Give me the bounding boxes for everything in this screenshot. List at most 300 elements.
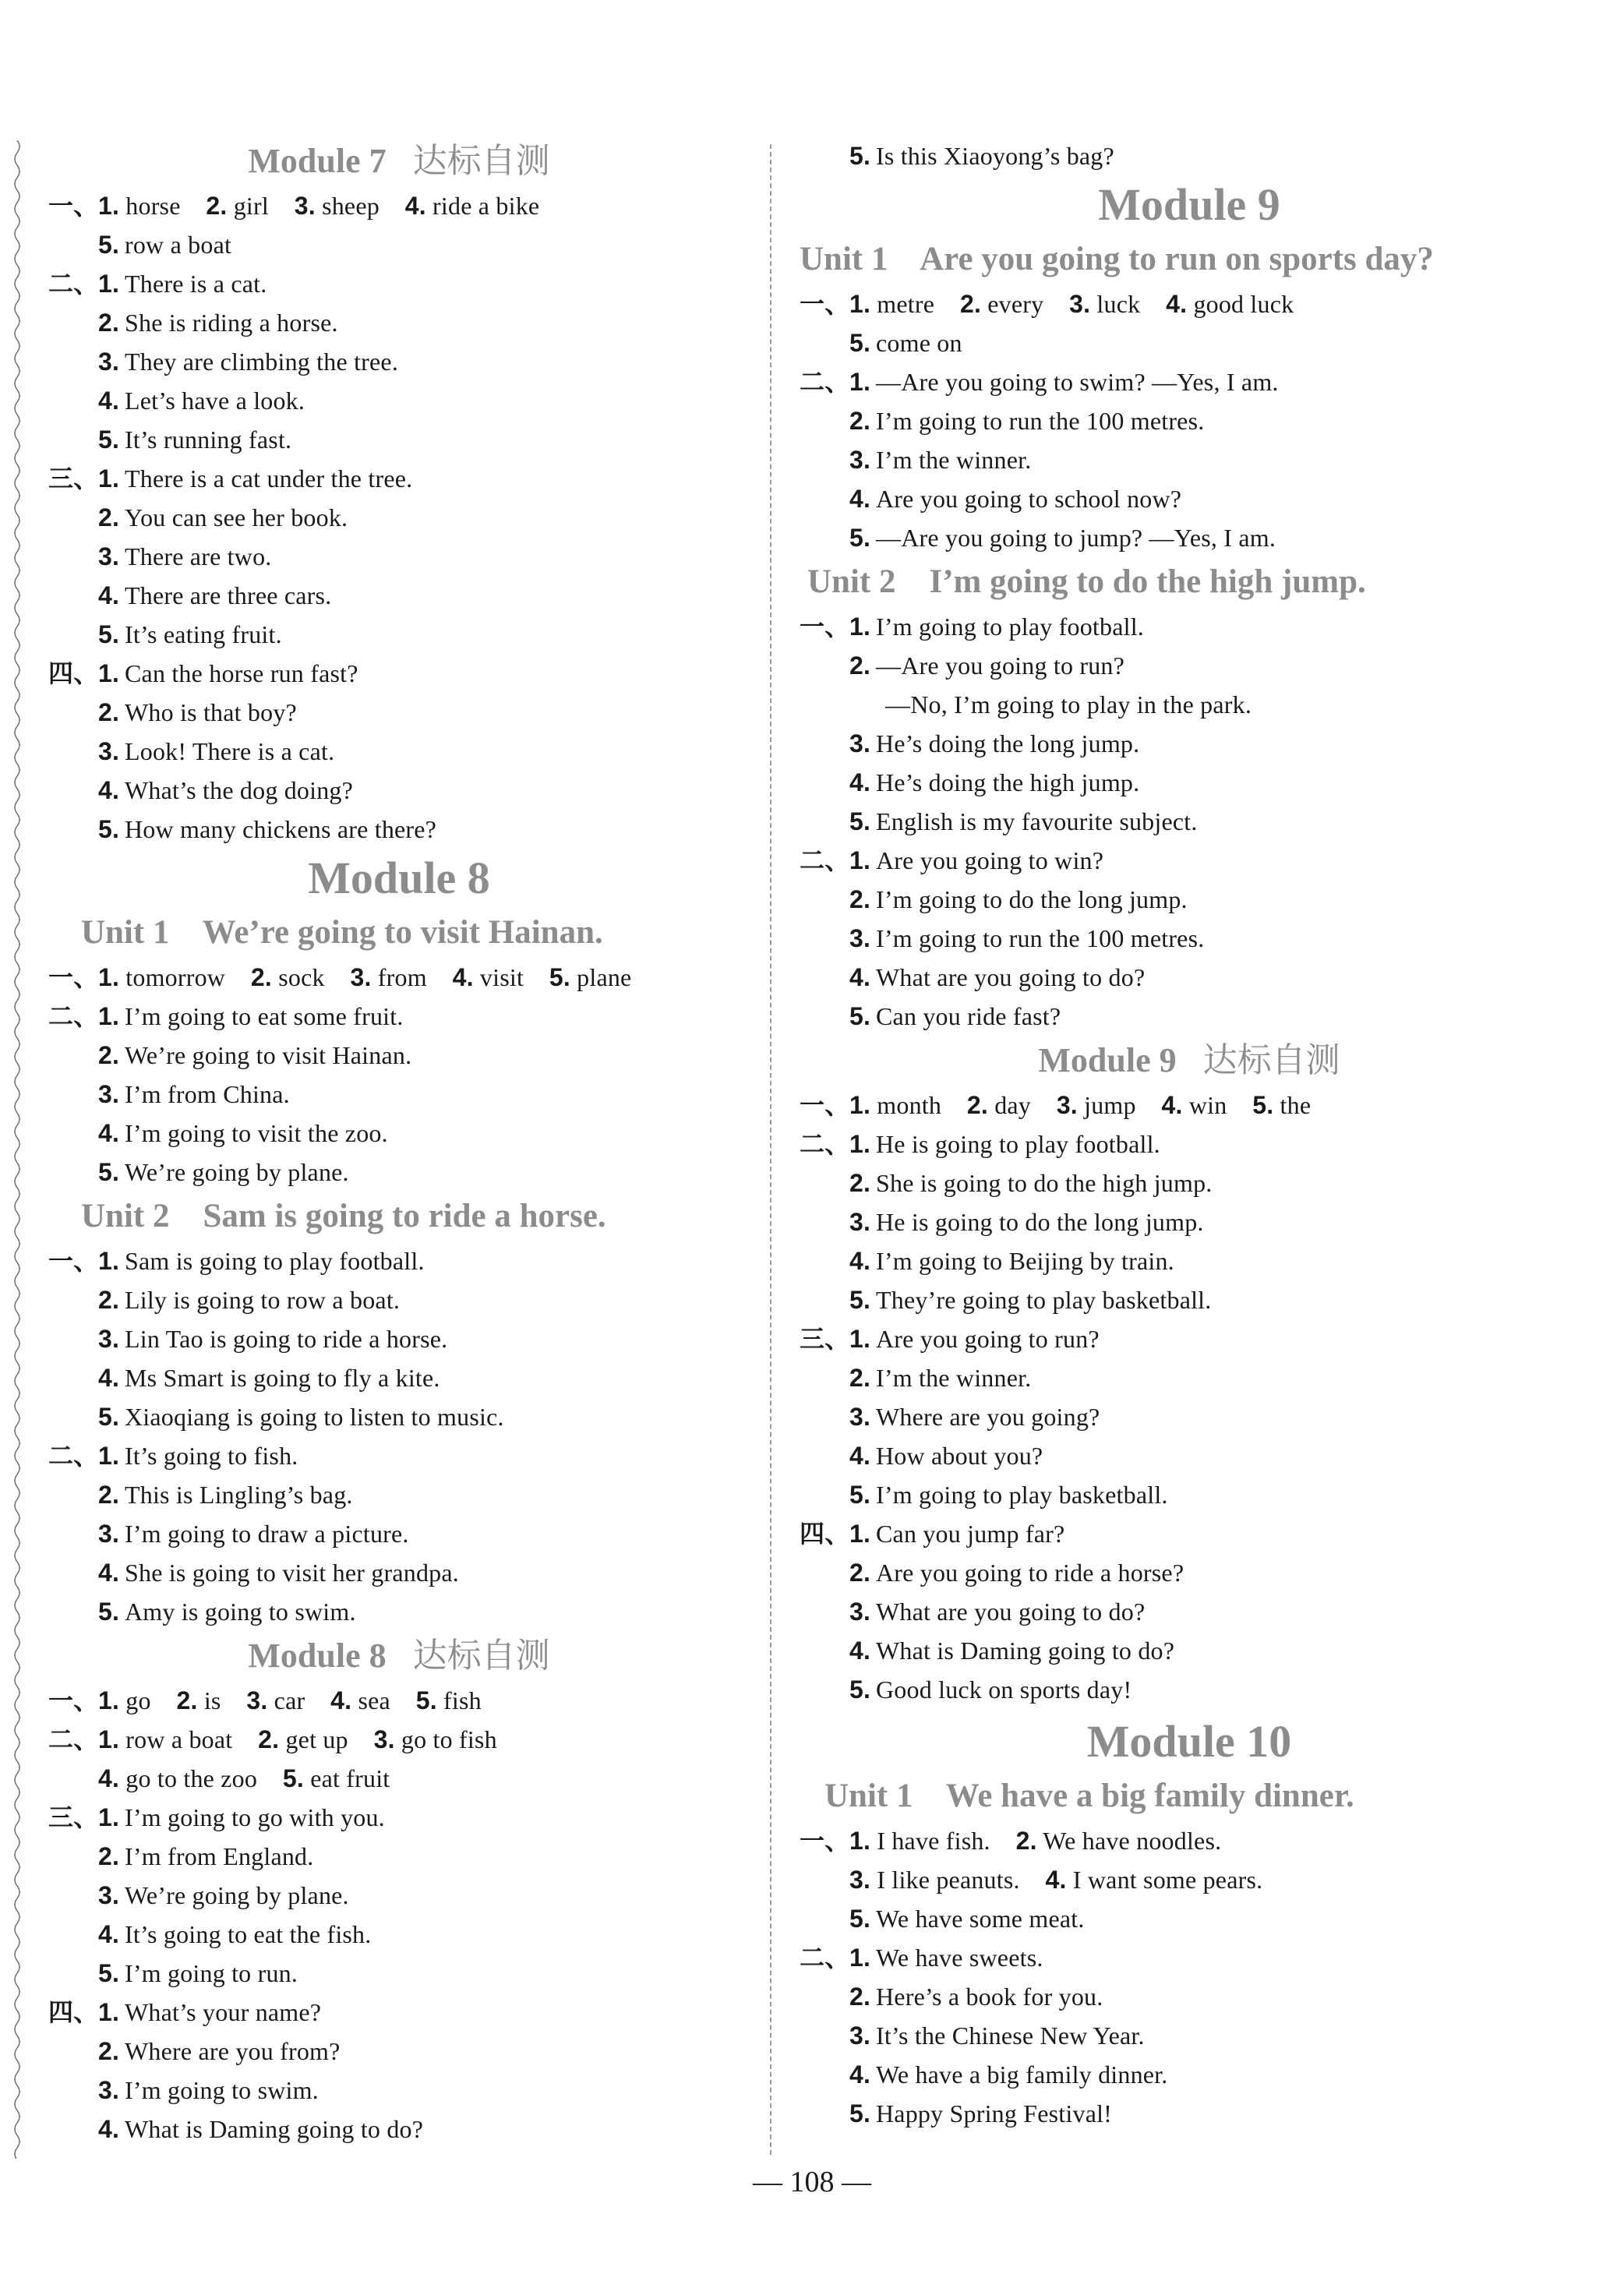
item-number: 3. xyxy=(849,924,871,952)
answer-row xyxy=(800,1592,1579,1631)
item-number: 3. xyxy=(350,963,372,991)
answer-text: Sam is going to play football. xyxy=(125,1247,425,1275)
item-number: 5. xyxy=(415,1686,437,1714)
item-number: 3. xyxy=(98,737,120,765)
answer-row xyxy=(800,2094,1579,2133)
inline-answers xyxy=(98,1681,482,1720)
answer-text: the xyxy=(1280,1091,1312,1119)
item-number: 3. xyxy=(849,1866,871,1894)
answer-text: I’m going to play football. xyxy=(876,613,1145,641)
answer-text: ride a bike xyxy=(432,192,540,220)
answer-text: This is Lingling’s bag. xyxy=(125,1481,353,1509)
item-number: 5. xyxy=(849,1905,871,1933)
section-number: 四、 xyxy=(800,1519,850,1548)
answer-row xyxy=(800,1977,1579,2016)
answer-text: visit xyxy=(479,963,524,991)
item-number: 2. xyxy=(98,1481,120,1509)
answer-row xyxy=(800,724,1579,763)
item-number: 4. xyxy=(98,1920,120,1948)
answer-text: How many chickens are there? xyxy=(125,815,437,843)
answer-text: Lin Tao is going to ride a horse. xyxy=(125,1325,448,1353)
inline-answers xyxy=(849,1086,1311,1125)
item-number: 3. xyxy=(373,1725,395,1753)
answer-row xyxy=(800,1860,1579,1899)
answer-row xyxy=(800,1125,1579,1163)
item-number: 4. xyxy=(1045,1866,1067,1894)
answer-text: Amy is going to swim. xyxy=(125,1598,356,1626)
answer-text: Where are you going? xyxy=(876,1403,1100,1431)
answer-row xyxy=(48,1837,750,1876)
answer-text: I want some pears. xyxy=(1072,1866,1263,1894)
answer-text: There are two. xyxy=(125,542,272,570)
answer-text: row a boat xyxy=(125,231,232,259)
item-number: 1. xyxy=(98,1725,120,1753)
wavy-margin-line xyxy=(11,140,23,2159)
answer-row xyxy=(48,225,750,264)
section-number: 一、 xyxy=(48,962,99,992)
answer-text: What’s the dog doing? xyxy=(125,776,354,804)
section-number: 四、 xyxy=(48,659,99,688)
item-number: 1. xyxy=(98,1002,120,1030)
answer-text: Ms Smart is going to fly a kite. xyxy=(125,1364,440,1392)
item-number: 3. xyxy=(849,2022,871,2050)
answer-row xyxy=(800,1202,1579,1241)
answer-text: I’m from England. xyxy=(125,1842,314,1870)
answer-text: We’re going to visit Hainan. xyxy=(125,1041,412,1069)
answer-row xyxy=(48,997,750,1036)
answer-text: I’m going to do the long jump. xyxy=(876,885,1188,913)
answer-text: Are you going to ride a horse? xyxy=(876,1559,1184,1587)
item-number: 1. xyxy=(849,1091,871,1119)
answer-text: luck xyxy=(1096,290,1141,318)
answer-row xyxy=(800,1397,1579,1436)
answer-text: They are climbing the tree. xyxy=(125,348,399,376)
item-number: 3. xyxy=(98,348,120,376)
item-number: 1. xyxy=(98,1442,120,1470)
answer-row xyxy=(800,802,1579,841)
answer-text: We have a big family dinner. xyxy=(876,2060,1168,2089)
answer-row xyxy=(48,1993,750,2032)
item-number: 2. xyxy=(258,1725,280,1753)
answer-row xyxy=(800,1670,1579,1709)
item-number: 2. xyxy=(98,1842,120,1870)
item-number: 2. xyxy=(959,290,982,318)
answer-row xyxy=(48,1319,750,1358)
item-number: 1. xyxy=(849,1520,871,1548)
answer-row xyxy=(48,693,750,732)
item-number: 1. xyxy=(849,846,871,874)
item-number: 4. xyxy=(98,387,120,415)
item-number: 3. xyxy=(849,1403,871,1431)
answer-row xyxy=(48,1358,750,1397)
answer-text: I’m going to run. xyxy=(125,1959,298,1987)
item-number: 5. xyxy=(549,963,570,991)
answer-row xyxy=(48,1915,750,1954)
answer-row xyxy=(800,1163,1579,1202)
answer-text: He is going to do the long jump. xyxy=(876,1208,1204,1236)
item-number: 2. xyxy=(98,503,120,531)
item-number: 1. xyxy=(98,1803,120,1831)
item-number: 1. xyxy=(849,1827,871,1855)
answer-text: —Are you going to jump? —Yes, I am. xyxy=(876,524,1276,552)
answer-text: fish xyxy=(443,1686,482,1714)
item-number: 2. xyxy=(966,1091,988,1119)
answer-row xyxy=(48,264,750,303)
answer-row xyxy=(48,303,750,342)
item-number: 4. xyxy=(98,1559,120,1587)
module-7-check-heading: Module 7 达标自测 xyxy=(248,141,550,181)
item-number: 4. xyxy=(98,2115,120,2143)
answer-row xyxy=(800,2016,1579,2055)
answer-text: go to fish xyxy=(401,1725,497,1753)
module-10-unit-1-heading: Unit 1 We have a big family dinner. xyxy=(824,1778,1354,1814)
answer-text: Here’s a book for you. xyxy=(876,1983,1103,2011)
answer-text: Lily is going to row a boat. xyxy=(125,1286,401,1314)
answer-row xyxy=(800,1086,1579,1125)
item-number: 1. xyxy=(849,290,871,318)
answer-text: What is Daming going to do? xyxy=(125,2115,424,2143)
module-7-check-answers xyxy=(48,186,750,849)
answer-text: Are you going to win? xyxy=(876,846,1104,874)
item-number: 5. xyxy=(98,1403,120,1431)
item-number: 2. xyxy=(849,407,871,435)
module-9-unit-1-answers xyxy=(800,284,1579,557)
item-number: 5. xyxy=(98,815,120,843)
answer-text: Where are you from? xyxy=(125,2037,341,2065)
answer-text: We have sweets. xyxy=(876,1944,1043,1972)
answer-row xyxy=(48,1798,750,1837)
answer-row xyxy=(48,1075,750,1114)
module-9-unit-2-heading: Unit 2 I’m going to do the high jump. xyxy=(807,563,1366,600)
item-number: 5. xyxy=(849,1286,871,1314)
module-8-check-answers xyxy=(48,1681,750,2149)
item-number: 4. xyxy=(849,963,871,991)
answer-row xyxy=(48,1036,750,1075)
module-8-unit-2-heading: Unit 2 Sam is going to ride a horse. xyxy=(81,1198,606,1234)
answer-text: Good luck on sports day! xyxy=(876,1675,1132,1704)
answer-text: Happy Spring Festival! xyxy=(876,2099,1113,2127)
answer-row xyxy=(800,919,1579,958)
answer-row xyxy=(48,1436,750,1475)
answer-row xyxy=(800,2055,1579,2094)
answer-row xyxy=(800,958,1579,997)
item-number: 2. xyxy=(849,885,871,913)
item-number: 3. xyxy=(849,729,871,757)
section-number: 二、 xyxy=(800,367,850,397)
item-number: 4. xyxy=(1166,290,1188,318)
answer-row xyxy=(48,1514,750,1553)
module-8-check-heading: Module 8 达标自测 xyxy=(248,1636,550,1675)
item-number: 3. xyxy=(849,1208,871,1236)
section-number: 三、 xyxy=(48,464,99,493)
answer-text: Xiaoqiang is going to listen to music. xyxy=(125,1403,504,1431)
answer-row xyxy=(48,732,750,771)
answer-row xyxy=(48,1153,750,1192)
answer-text: from xyxy=(377,963,427,991)
item-number: 5. xyxy=(1252,1091,1274,1119)
answer-text: —Are you going to swim? —Yes, I am. xyxy=(876,368,1279,396)
item-number: 2. xyxy=(206,192,228,220)
inline-answers xyxy=(98,1720,497,1759)
item-number: 4. xyxy=(404,192,426,220)
answer-row xyxy=(800,401,1579,440)
answer-row xyxy=(800,479,1579,518)
answer-row xyxy=(800,362,1579,401)
section-number: 一、 xyxy=(800,1090,850,1120)
section-number: 一、 xyxy=(800,289,850,319)
item-number: 4. xyxy=(849,2060,871,2089)
answer-text: What’s your name? xyxy=(125,1998,322,2026)
answer-row xyxy=(48,537,750,576)
section-number: 一、 xyxy=(48,1246,99,1276)
answer-text: Can you jump far? xyxy=(876,1520,1065,1548)
item-number: 1. xyxy=(849,1130,871,1158)
answer-text: girl xyxy=(233,192,269,220)
inline-answers xyxy=(98,958,631,997)
item-number: 2. xyxy=(1015,1827,1037,1855)
item-number: 5. xyxy=(98,231,120,259)
answer-text: Who is that boy? xyxy=(125,698,297,726)
item-number: 5. xyxy=(98,1158,120,1186)
answer-row xyxy=(800,323,1579,362)
answer-text: plane xyxy=(577,963,632,991)
item-number: 2. xyxy=(98,1041,120,1069)
item-number: 3. xyxy=(98,542,120,570)
answer-row xyxy=(48,1759,750,1798)
answer-text: —Are you going to run? xyxy=(876,651,1125,680)
answer-text: I’m the winner. xyxy=(876,446,1032,474)
answer-text: What are you going to do? xyxy=(876,963,1146,991)
answer-text: I’m the winner. xyxy=(876,1364,1032,1392)
item-number: 2. xyxy=(849,1169,871,1197)
item-number: 2. xyxy=(849,1364,871,1392)
item-number: 4. xyxy=(98,581,120,609)
item-number: 4. xyxy=(98,776,120,804)
answer-text: metre xyxy=(877,290,935,318)
answer-text: They’re going to play basketball. xyxy=(876,1286,1212,1314)
answer-row xyxy=(48,1241,750,1280)
answer-row xyxy=(800,1821,1579,1860)
answer-text: She is going to visit her grandpa. xyxy=(125,1559,459,1587)
answer-row xyxy=(800,284,1579,323)
answer-text: sea xyxy=(358,1686,390,1714)
answer-row xyxy=(48,654,750,693)
answer-row xyxy=(48,420,750,459)
item-number: 5. xyxy=(98,1959,120,1987)
item-number: 3. xyxy=(98,1325,120,1353)
answer-text: sheep xyxy=(322,192,380,220)
module-10-heading: Module 10 xyxy=(1086,1716,1292,1767)
answer-text: What is Daming going to do? xyxy=(876,1637,1175,1665)
section-number: 二、 xyxy=(800,846,850,875)
item-number: 4. xyxy=(1161,1091,1183,1119)
inline-answers xyxy=(98,186,539,225)
item-number: 5. xyxy=(98,1598,120,1626)
item-number: 3. xyxy=(98,2076,120,2104)
answer-text: go to the zoo xyxy=(125,1764,258,1792)
answer-text: I’m going to draw a picture. xyxy=(125,1520,409,1548)
answer-row xyxy=(800,1899,1579,1938)
item-number: 1. xyxy=(98,464,120,493)
answer-text: She is going to do the high jump. xyxy=(876,1169,1213,1197)
item-number: 3. xyxy=(246,1686,268,1714)
answer-row xyxy=(48,2110,750,2149)
module-9-heading: Module 9 xyxy=(1098,179,1280,230)
section-number: 二、 xyxy=(48,1001,99,1031)
answer-text: go xyxy=(125,1686,151,1714)
answer-text: We’re going by plane. xyxy=(125,1158,349,1186)
item-number: 5. xyxy=(849,1002,871,1030)
section-number: 二、 xyxy=(48,1725,99,1754)
item-number: 2. xyxy=(98,698,120,726)
answer-row xyxy=(800,646,1579,685)
item-number: 3. xyxy=(1056,1091,1078,1119)
item-number: 2. xyxy=(849,1559,871,1587)
item-number: 5. xyxy=(98,425,120,454)
answer-text: I’m going to swim. xyxy=(125,2076,319,2104)
answer-text: You can see her book. xyxy=(125,503,348,531)
inline-answers xyxy=(849,284,1294,323)
section-number: 一、 xyxy=(800,1826,850,1856)
answer-text: What are you going to do? xyxy=(876,1598,1146,1626)
page-number: — 108 — xyxy=(753,2166,871,2198)
module-8-unit-1-answers xyxy=(48,958,750,1192)
item-number: 1. xyxy=(98,963,120,991)
answer-text: There are three cars. xyxy=(125,581,332,609)
answer-row xyxy=(48,186,750,225)
answer-row xyxy=(48,2071,750,2110)
answer-text: horse xyxy=(125,192,181,220)
item-number: 3. xyxy=(98,1520,120,1548)
answer-text: It’s going to eat the fish. xyxy=(125,1920,372,1948)
answer-text: win xyxy=(1188,1091,1227,1119)
answer-text: month xyxy=(877,1091,942,1119)
item-number: 3. xyxy=(849,446,871,474)
module-9-check-heading: Module 9 达标自测 xyxy=(1038,1040,1340,1080)
left-column xyxy=(48,136,750,2149)
item-number: 1. xyxy=(98,192,120,220)
answer-text: I’m from China. xyxy=(125,1080,290,1108)
item-number: 5. xyxy=(849,1675,871,1704)
answer-text: She is riding a horse. xyxy=(125,309,338,337)
answer-row xyxy=(800,841,1579,880)
answer-row xyxy=(48,498,750,537)
item-number: 1. xyxy=(98,659,120,687)
answer-text: I’m going to go with you. xyxy=(125,1803,385,1831)
answer-row xyxy=(800,997,1579,1036)
answer-text: I’m going to Beijing by train. xyxy=(876,1247,1174,1275)
answer-text: Can the horse run fast? xyxy=(125,659,358,687)
item-number: 5. xyxy=(849,142,871,170)
module-9-unit-2-answers xyxy=(800,607,1579,1036)
item-number: 5. xyxy=(849,329,871,357)
item-number: 2. xyxy=(849,1983,871,2011)
item-number: 4. xyxy=(849,1442,871,1470)
answer-text: I’m going to run the 100 metres. xyxy=(876,924,1205,952)
answer-text: It’s eating fruit. xyxy=(125,620,282,648)
answer-text: I have fish. xyxy=(877,1827,990,1855)
section-number: 三、 xyxy=(800,1324,850,1354)
item-number: 4. xyxy=(98,1119,120,1147)
answer-row xyxy=(48,381,750,420)
section-number: 一、 xyxy=(800,612,850,641)
answer-row xyxy=(48,2032,750,2071)
answer-text: I’m going to run the 100 metres. xyxy=(876,407,1205,435)
answer-text: row a boat xyxy=(125,1725,233,1753)
answer-row xyxy=(48,1553,750,1592)
item-number: 1. xyxy=(98,1686,120,1714)
answer-text: is xyxy=(203,1686,221,1714)
answer-row xyxy=(800,1553,1579,1592)
answer-row xyxy=(800,1514,1579,1553)
item-number: 3. xyxy=(98,1080,120,1108)
answer-row xyxy=(800,136,1579,175)
answer-text: It’s going to fish. xyxy=(125,1442,298,1470)
answer-row xyxy=(800,1475,1579,1514)
answer-row xyxy=(48,958,750,997)
module-8-unit-2-answers xyxy=(48,1241,750,1631)
answer-row xyxy=(800,880,1579,919)
item-number: 1. xyxy=(849,368,871,396)
inline-answers xyxy=(849,1821,1221,1860)
item-number: 4. xyxy=(849,768,871,796)
answer-text: Are you going to school now? xyxy=(876,485,1182,513)
item-number: 5. xyxy=(282,1764,304,1792)
item-number: 3. xyxy=(849,1598,871,1626)
answer-row xyxy=(800,1319,1579,1358)
answer-text: I’m going to visit the zoo. xyxy=(125,1119,388,1147)
item-number: 2. xyxy=(849,651,871,680)
answer-row xyxy=(48,1876,750,1915)
answer-text: I like peanuts. xyxy=(877,1866,1020,1894)
answer-row xyxy=(800,1358,1579,1397)
answer-text: good luck xyxy=(1193,290,1294,318)
answer-text: Is this Xiaoyong’s bag? xyxy=(876,142,1114,170)
item-number: 1. xyxy=(849,1944,871,1972)
answer-text: He’s doing the high jump. xyxy=(876,768,1140,796)
answer-row xyxy=(800,1436,1579,1475)
answer-row xyxy=(48,342,750,381)
answer-text: Let’s have a look. xyxy=(125,387,305,415)
answer-text: Look! There is a cat. xyxy=(125,737,335,765)
answer-text: We’re going by plane. xyxy=(125,1881,349,1909)
item-number: 5. xyxy=(849,807,871,835)
section-number: 三、 xyxy=(48,1803,99,1832)
item-number: 2. xyxy=(98,309,120,337)
answer-text: It’s the Chinese New Year. xyxy=(876,2022,1145,2050)
answer-row xyxy=(48,576,750,615)
answer-row xyxy=(48,459,750,498)
inline-answers xyxy=(98,1759,390,1798)
item-number: 4. xyxy=(849,1247,871,1275)
item-number: 1. xyxy=(98,1998,120,2026)
item-number: 4. xyxy=(849,485,871,513)
answer-row xyxy=(48,771,750,810)
section-number: 二、 xyxy=(48,1441,99,1471)
answer-text: There is a cat. xyxy=(125,270,267,298)
item-number: 1. xyxy=(849,613,871,641)
item-number: 3. xyxy=(98,1881,120,1909)
answer-text: He’s doing the long jump. xyxy=(876,729,1140,757)
right-column xyxy=(800,136,1579,2133)
module-9-unit-1-heading: Unit 1 Are you going to run on sports day? xyxy=(800,241,1434,277)
answer-text: sock xyxy=(278,963,325,991)
section-number: 一、 xyxy=(48,1686,99,1715)
answer-row xyxy=(48,1397,750,1436)
answer-text: come on xyxy=(876,329,962,357)
answer-text: We have some meat. xyxy=(876,1905,1085,1933)
item-number: 3. xyxy=(294,192,316,220)
